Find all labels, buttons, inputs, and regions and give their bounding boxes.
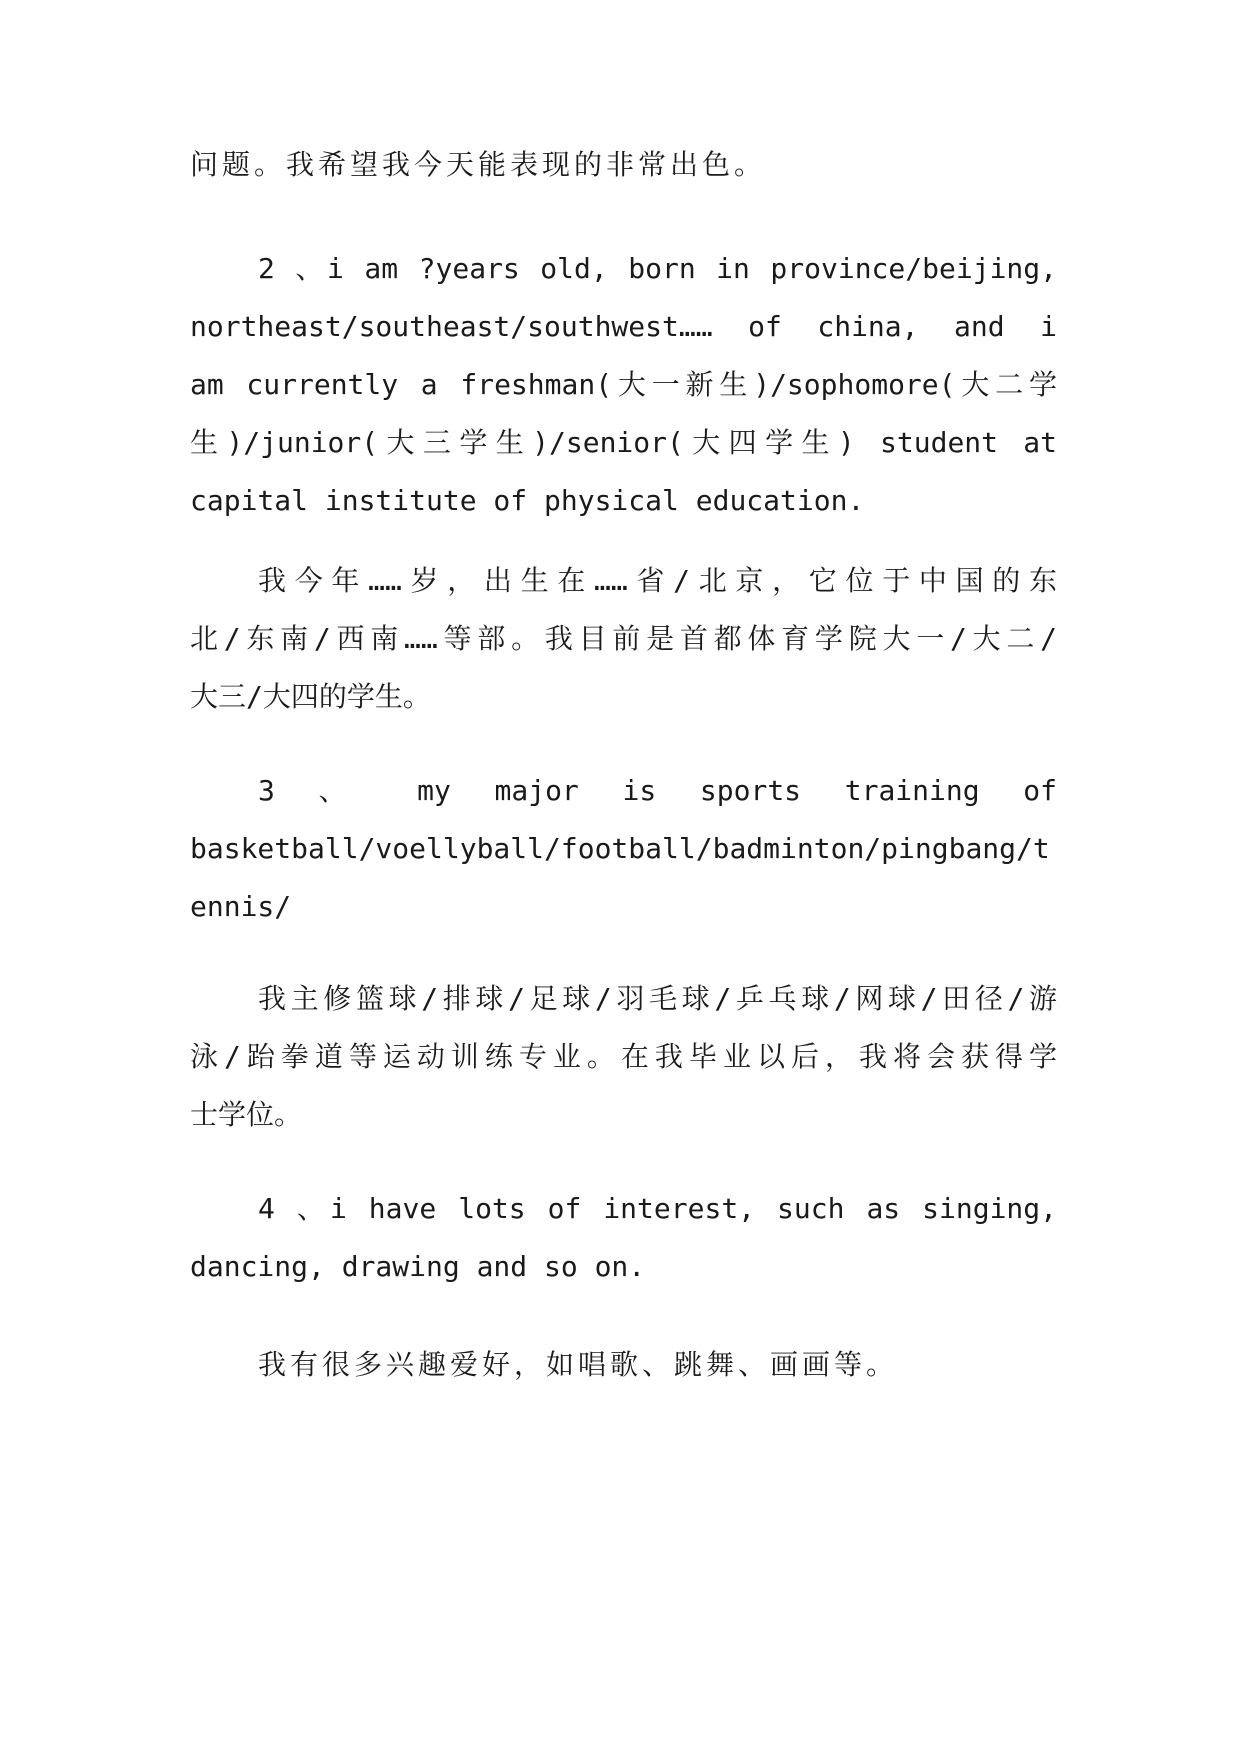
- paragraph-item-2-chinese: [190, 552, 1057, 726]
- paragraph-item-4-english: [190, 1180, 1057, 1296]
- text-line: 我主修篮球/排球/足球/羽毛球/乒乓球/网球/田径/游: [258, 982, 1057, 1015]
- text-line: northeast/southeast/southwest…… of china, and i: [190, 310, 1057, 343]
- text-line: 我今年……岁，出生在……省/北京，它位于中国的东: [258, 564, 1057, 597]
- text-line: basketball/voellyball/football/badminton/pingbang/t: [190, 832, 1050, 865]
- text-line: 4 、i have lots of interest, such as singing,: [258, 1192, 1057, 1225]
- text-line: 大三/大四的学生。: [190, 680, 431, 713]
- text-line: capital institute of physical education.: [190, 484, 865, 517]
- text-line: 3 、 my major is sports training of: [258, 774, 1057, 807]
- text-line: ennis/: [190, 890, 292, 923]
- text-line: 生)/junior(大三学生)/senior(大四学生) student at: [190, 426, 1057, 459]
- paragraph-item-2-english: [190, 240, 1057, 530]
- paragraph-item-4-chinese: [190, 1336, 1057, 1394]
- text-line: 士学位。: [190, 1098, 303, 1131]
- text-line: 北/东南/西南……等部。我目前是首都体育学院大一/大二/: [190, 622, 1057, 655]
- text-line: 问题。我希望我今天能表现的非常出色。: [190, 148, 767, 181]
- text-line: 2 、i am ?years old, born in province/beijing,: [258, 252, 1057, 285]
- paragraph-item-3-chinese: [190, 970, 1057, 1144]
- text-line: 我有很多兴趣爱好，如唱歌、跳舞、画画等。: [258, 1348, 899, 1381]
- paragraph-intro-end: [190, 136, 1057, 194]
- text-line: 泳/跆拳道等运动训练专业。在我毕业以后，我将会获得学: [190, 1040, 1057, 1073]
- text-line: dancing, drawing and so on.: [190, 1250, 646, 1283]
- text-line: am currently a freshman(大一新生)/sophomore(大二学: [190, 368, 1057, 401]
- paragraph-item-3-english: [190, 762, 1057, 936]
